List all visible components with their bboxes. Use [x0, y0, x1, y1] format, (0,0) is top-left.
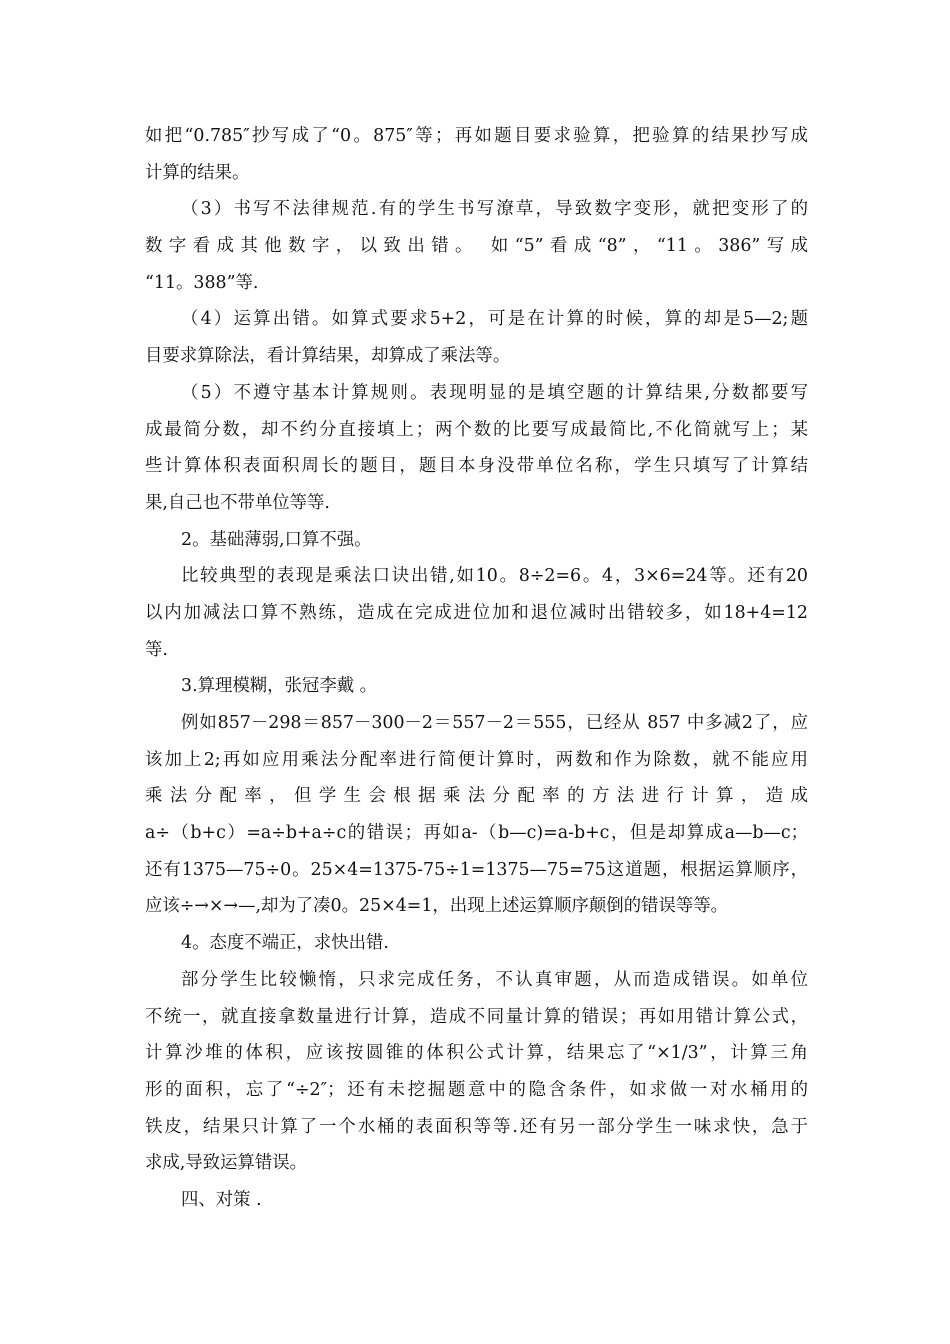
text-line: “11。388”等. — [145, 272, 259, 293]
text-line: 该加上2;再如应用乘法分配率进行简便计算时，两数和作为除数，就不能应用 — [145, 749, 808, 770]
text-line: 求成,导致运算错误。 — [145, 1153, 308, 1174]
text-line: 3.算理模糊，张冠李戴 。 — [181, 676, 378, 697]
text-line: 数字看成其他数字，以致出错。 如“5”看成“8”，“11。386”写成 — [145, 236, 808, 257]
text-line: 成最简分数，却不约分直接填上；两个数的比要写成最简比,不化简就写上；某 — [145, 419, 808, 440]
text-line: 不统一，就直接拿数量进行计算，造成不同量计算的错误；再如用错计算公式， — [145, 1006, 808, 1027]
text-line: 乘法分配率，但学生会根据乘法分配率的方法进行计算，造成 — [145, 786, 808, 807]
text-line: （5）不遵守基本计算规则。表现明显的是填空题的计算结果,分数都要写 — [181, 382, 808, 403]
text-line: 计算沙堆的体积，应该按圆锥的体积公式计算，结果忘了“×1/3”，计算三角 — [145, 1043, 808, 1064]
text-line: 计算的结果。 — [145, 162, 250, 183]
text-line: 四、对策 . — [181, 1189, 262, 1210]
text-line: 目要求算除法，看计算结果，却算成了乘法等。 — [145, 346, 511, 367]
text-line: 4。态度不端正，求快出错. — [181, 933, 389, 954]
text-line: （4）运算出错。如算式要求5+2，可是在计算的时候，算的却是5—2;题 — [181, 309, 808, 330]
text-line: 果,自己也不带单位等等. — [145, 492, 330, 513]
text-line: 2。基础薄弱,口算不强。 — [181, 529, 372, 550]
text-line: 部分学生比较懒惰，只求完成任务，不认真审题，从而造成错误。如单位 — [181, 969, 808, 990]
text-line: 还有1375—75÷0。25×4=1375-75÷1=1375—75=75这道题，根据运算顺序， — [145, 859, 808, 880]
text-line: 形的面积，忘了“÷2″；还有未挖掘题意中的隐含条件，如求做一对水桶用的 — [145, 1079, 808, 1100]
text-line: 等. — [145, 639, 168, 660]
text-line: 比较典型的表现是乘法口诀出错,如10。8÷2=6。4，3×6=24等。还有20 — [181, 566, 808, 587]
text-line: 例如857－298＝857－300－2＝557－2＝555，已经从 857 中多减2了，应 — [181, 713, 808, 733]
text-line: 如把“0.785″抄写成了“0。875″等；再如题目要求验算，把验算的结果抄写成 — [145, 126, 808, 146]
text-line: 应该÷→×→—,却为了凑0。25×4=1，出现上述运算顺序颠倒的错误等等。 — [145, 896, 729, 917]
text-line: 些计算体积表面积周长的题目，题目本身没带单位名称，学生只填写了计算结 — [145, 456, 808, 477]
text-line: a÷（b+c）=a÷b+a÷c的错误；再如a-（b—c)=a-b+c，但是却算成a—b—c； — [145, 823, 808, 844]
text-line: 以内加减法口算不熟练，造成在完成进位加和退位减时出错较多，如18+4=12 — [145, 602, 808, 623]
text-line: 铁皮，结果只计算了一个水桶的表面积等等.还有另一部分学生一味求快，急于 — [145, 1116, 808, 1137]
document-body — [145, 118, 808, 1219]
text-line: （3）书写不法律规范.有的学生书写潦草，导致数字变形，就把变形了的 — [181, 199, 808, 220]
